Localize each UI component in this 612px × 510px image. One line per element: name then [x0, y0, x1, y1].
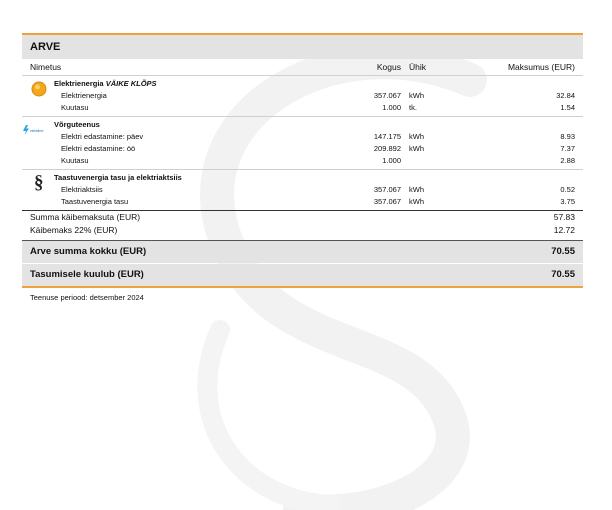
- group-title: Võrguteenus: [54, 120, 100, 129]
- column-amount: Maksumus (EUR): [507, 62, 575, 72]
- vat-row: Käibemaks 22% (EUR) 12.72: [30, 225, 575, 235]
- column-unit: Ühik: [409, 62, 427, 72]
- column-quantity: Kogus: [376, 62, 401, 72]
- service-period: Teenuse periood: detsember 2024: [30, 293, 144, 302]
- group-taxes: [22, 170, 583, 210]
- svg-text:elektrilevi: elektrilevi: [30, 129, 44, 133]
- table-row: Kuutasu 1.000 2.88: [61, 156, 575, 165]
- table-row: Elektri edastamine: öö 209.892 kWh 7.37: [61, 144, 575, 153]
- subtotal-row: Summa käibemaksuta (EUR) 57.83: [22, 210, 583, 224]
- group-title: Elektrienergia VÄIKE KLÕPS: [54, 79, 157, 88]
- payable-row: Tasumisele kuulub (EUR) 70.55: [22, 264, 583, 288]
- group-network-service: [22, 117, 583, 170]
- column-header-row: [22, 59, 583, 76]
- column-name: Nimetus: [30, 62, 62, 72]
- table-row: Elektrienergia 357.067 kWh 32.84: [61, 91, 575, 100]
- svg-text:§: §: [34, 172, 44, 191]
- invoice-table: [22, 33, 583, 302]
- table-row: Elektri edastamine: päev 147.175 kWh 8.93: [61, 132, 575, 141]
- table-row: Taastuvenergia tasu 357.067 kWh 3.75: [61, 197, 575, 206]
- total-row: Arve summa kokku (EUR) 70.55: [22, 240, 583, 263]
- invoice-title: ARVE: [22, 33, 583, 59]
- group-electricity: [22, 76, 583, 117]
- table-row: Kuutasu 1.000 tk. 1.54: [61, 103, 575, 112]
- table-row: Elektriaktsiis 357.067 kWh 0.52: [61, 185, 575, 194]
- group-title: Taastuvenergia tasu ja elektriaktsiis: [54, 173, 182, 182]
